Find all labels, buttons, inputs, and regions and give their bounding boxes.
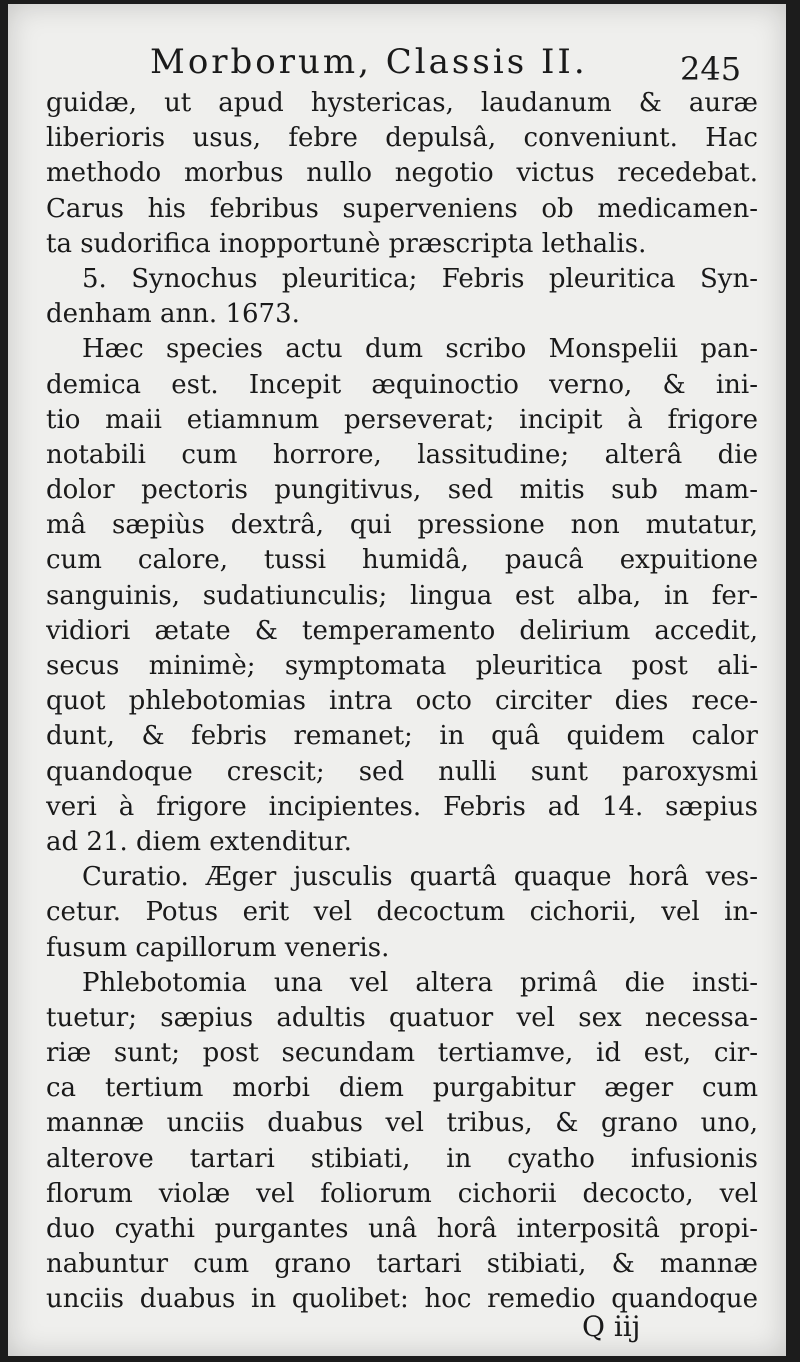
text-line: florum violæ vel foliorum cichorii decocto, vel xyxy=(46,1178,758,1209)
text-line: guidæ, ut apud hystericas, laudanum & auræ xyxy=(46,88,758,118)
text-line: Curatio. Æger jusculis quartâ quaque horâ ves- xyxy=(82,862,758,893)
running-head: Morborum, Classis II. xyxy=(150,42,588,82)
text-line: nabuntur cum grano tartari stibiati, & mannæ xyxy=(46,1249,758,1280)
page-header xyxy=(8,42,786,92)
text-line: riæ sunt; post secundam tertiamve, id est, cir- xyxy=(46,1038,758,1069)
text-line: demica est. Incepit æquinoctio verno, & ini- xyxy=(46,369,758,400)
text-line: denham ann. 1673. xyxy=(46,299,300,330)
body-text xyxy=(46,86,758,1318)
text-line: Phlebotomia una vel altera primâ die insti- xyxy=(82,967,758,998)
text-line: liberioris usus, febre depulsâ, conveniunt. Hac xyxy=(46,123,758,154)
text-line: duo cyathi purgantes unâ horâ interpositâ propi- xyxy=(46,1214,758,1244)
signature-mark: Q iij xyxy=(582,1310,641,1343)
text-line: quot phlebotomias intra octo circiter dies rece- xyxy=(46,686,758,717)
text-line: notabili cum horrore, lassitudine; alterâ die xyxy=(46,439,758,470)
text-line: dolor pectoris pungitivus, sed mitis sub mam- xyxy=(46,475,758,506)
text-line: alterove tartari stibiati, in cyatho infusionis xyxy=(46,1143,758,1174)
text-line: secus minimè; symptomata pleuritica post ali- xyxy=(46,651,758,681)
text-line: tio maii etiamnum perseverat; incipit à frigore xyxy=(46,404,758,435)
text-line: vidiori ætate & temperamento delirium accedit, xyxy=(46,615,758,646)
page-number: 245 xyxy=(680,50,742,88)
text-line: 5. Synochus pleuritica; Febris pleuritica Syn- xyxy=(82,263,758,294)
text-line: quandoque crescit; sed nulli sunt paroxysmi xyxy=(46,756,758,787)
text-line: tuetur; sæpius adultis quatuor vel sex necessa- xyxy=(46,1002,758,1033)
text-line: mannæ unciis duabus vel tribus, & grano uno, xyxy=(46,1108,758,1139)
text-line: mâ sæpiùs dextrâ, qui pressione non mutatur, xyxy=(46,510,758,541)
text-line: methodo morbus nullo negotio victus recedebat. xyxy=(46,158,758,189)
text-line: cum calore, tussi humidâ, paucâ expuitione xyxy=(46,545,758,576)
text-line: ta sudorifica inopportunè præscripta lethalis. xyxy=(46,228,647,259)
text-line: veri à frigore incipientes. Febris ad 14. sæpius xyxy=(46,791,758,822)
text-line: Carus his febribus superveniens ob medicamen- xyxy=(46,193,758,224)
text-line: unciis duabus in quolibet: hoc remedio quandoque xyxy=(46,1284,758,1315)
text-line: sanguinis, sudatiunculis; lingua est alba, in fer- xyxy=(46,580,758,611)
text-line: dunt, & febris remanet; in quâ quidem calor xyxy=(46,721,758,752)
text-line: ca tertium morbi diem purgabitur æger cum xyxy=(46,1073,758,1104)
text-line: Hæc species actu dum scribo Monspelii pan- xyxy=(82,334,758,365)
text-line: fusum capillorum veneris. xyxy=(46,932,390,963)
book-page xyxy=(8,4,786,1356)
text-line: cetur. Potus erit vel decoctum cichorii, vel in- xyxy=(46,897,758,928)
text-line: ad 21. diem extenditur. xyxy=(46,826,352,857)
